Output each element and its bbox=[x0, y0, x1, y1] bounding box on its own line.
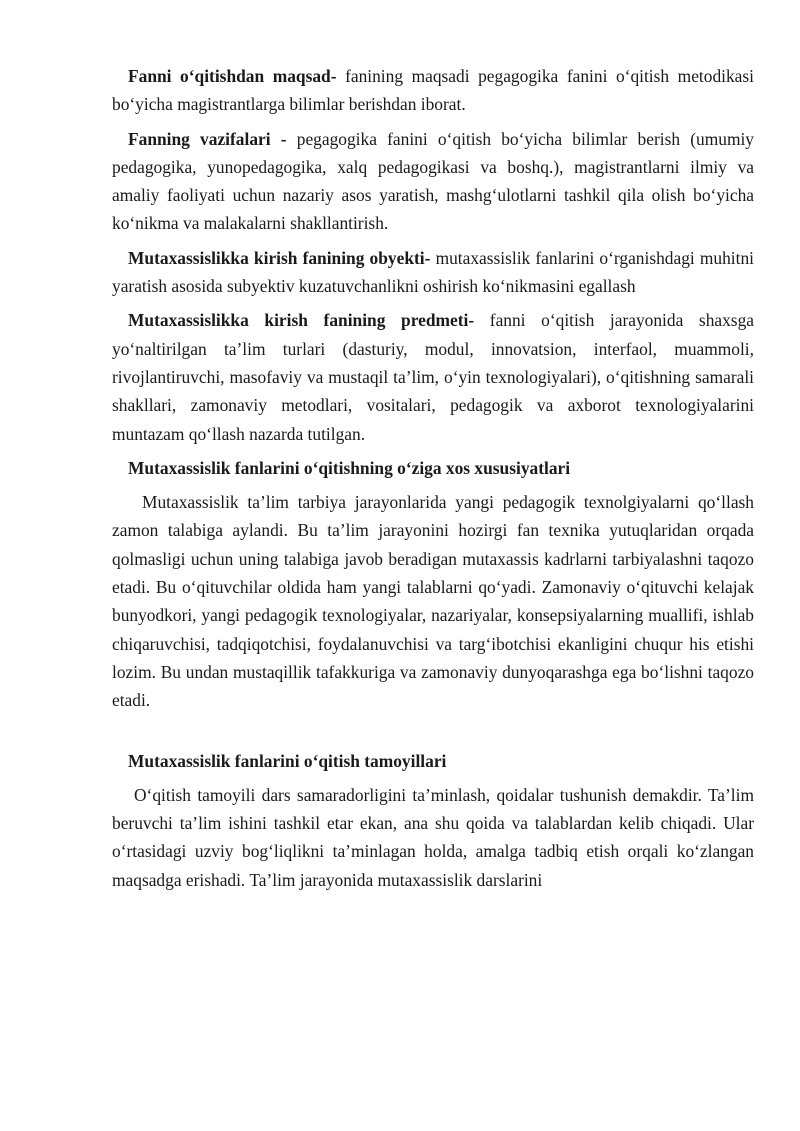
document-page bbox=[112, 62, 754, 900]
paragraph-features: Mutaxassislik ta’lim tarbiya jarayonlarida yangi pedagogik texnolgiyalarni qo‘llash zamon talabiga aylandi. Bu ta’lim jarayonini hozirgi fan texnika yutuqlaridan orqada qolmasligi uchun uning talabiga javob beradigan mutaxassis kadrlarni tarbiyalashni taqozo etadi. Bu o‘qituvchilar oldida ham yangi talablarni qo‘yadi. Zamonaviy o‘qituvchi kelajak bunyodkori, yangi pedagogik texnologiyalar, nazariyalar, konsepsiyalarning muallifi, ishlab chiqaruvchisi, tadqiqotchisi, foydalanuvchisi va targ‘ibotchisi ekanligini chuqur his etishi lozim. Bu undan mustaqillik tafakkuriga va zamonaviy dunyoqarashga ega bo‘lishni taqozo etadi. bbox=[112, 492, 754, 711]
paragraph-subject bbox=[112, 306, 754, 447]
spacer bbox=[112, 721, 754, 747]
paragraph-tasks-lead: Fanning vazifalari - bbox=[128, 128, 297, 149]
paragraph-subject-lead: Mutaxassislikka kirish fanining predmeti- bbox=[128, 310, 475, 331]
paragraph-principles: O‘qitish tamoyili dars samaradorligini ta’minlash, qoidalar tushunish demakdir. Ta’lim beruvchi ta’lim ishini tashkil etar ekan, ana shu qoida va talablardan kelib chiqadi. Ular o‘rtasidagi uzviy bog‘liqlikni ta’minlagan holda, amalga tadbiq etish orqali ko‘zlangan maqsadga erishadi. Ta’lim jarayonida mutaxassislik darslarini bbox=[112, 784, 754, 890]
section-heading-features: Mutaxassislik fanlarini o‘qitishning o‘ziga xos xususiyatlari bbox=[128, 457, 571, 478]
paragraph-goal-text: fanining maqsadi pegagogika fanini o‘qitish metodikasi bo‘yicha magistrantlarga bilimlar berishdan iborat. bbox=[112, 66, 754, 115]
paragraph-object bbox=[112, 244, 754, 301]
paragraph-goal bbox=[112, 62, 754, 119]
paragraph-subject-text: fanni o‘qitish jarayonida shaxsga yo‘naltirilgan ta’lim turlari (dasturiy, modul, innovatsion, interfaol, muammoli, rivojlantiruvchi, masofaviy va mustaqil ta’lim, o‘yin texnologiyalari), o‘qitishning samarali shakllari, zamonaviy metodlari, vositalari, pedagogik va axborot texnologiyalarini muntazam qo‘llash nazarda tutilgan. bbox=[112, 310, 754, 444]
paragraph-tasks bbox=[112, 125, 754, 238]
paragraph-goal-lead: Fanni o‘qitishdan maqsad- bbox=[128, 66, 337, 86]
paragraph-tasks-text: pegagogika fanini o‘qitish bo‘yicha bilimlar berish (umumiy pedagogika, yunopedagogika, xalq pedagogikasi va boshq.), magistrantlarni ilmiy va amaliy faoliyati uchun nazariy asos yaratish, mashg‘ulotlarni tashkil qila olish bo‘yicha ko‘nikma va malakalarni shakllantirish. bbox=[112, 128, 754, 234]
paragraph-object-lead: Mutaxassislikka kirish fanining obyekti- bbox=[128, 247, 431, 268]
paragraph-object-text: mutaxassislik fanlarini o‘rganishdagi muhitni yaratish asosida subyektiv kuzatuvchanlikni oshirish ko‘nikmasini egallash bbox=[112, 247, 754, 297]
section-heading-principles: Mutaxassislik fanlarini o‘qitish tamoyillari bbox=[128, 750, 447, 771]
